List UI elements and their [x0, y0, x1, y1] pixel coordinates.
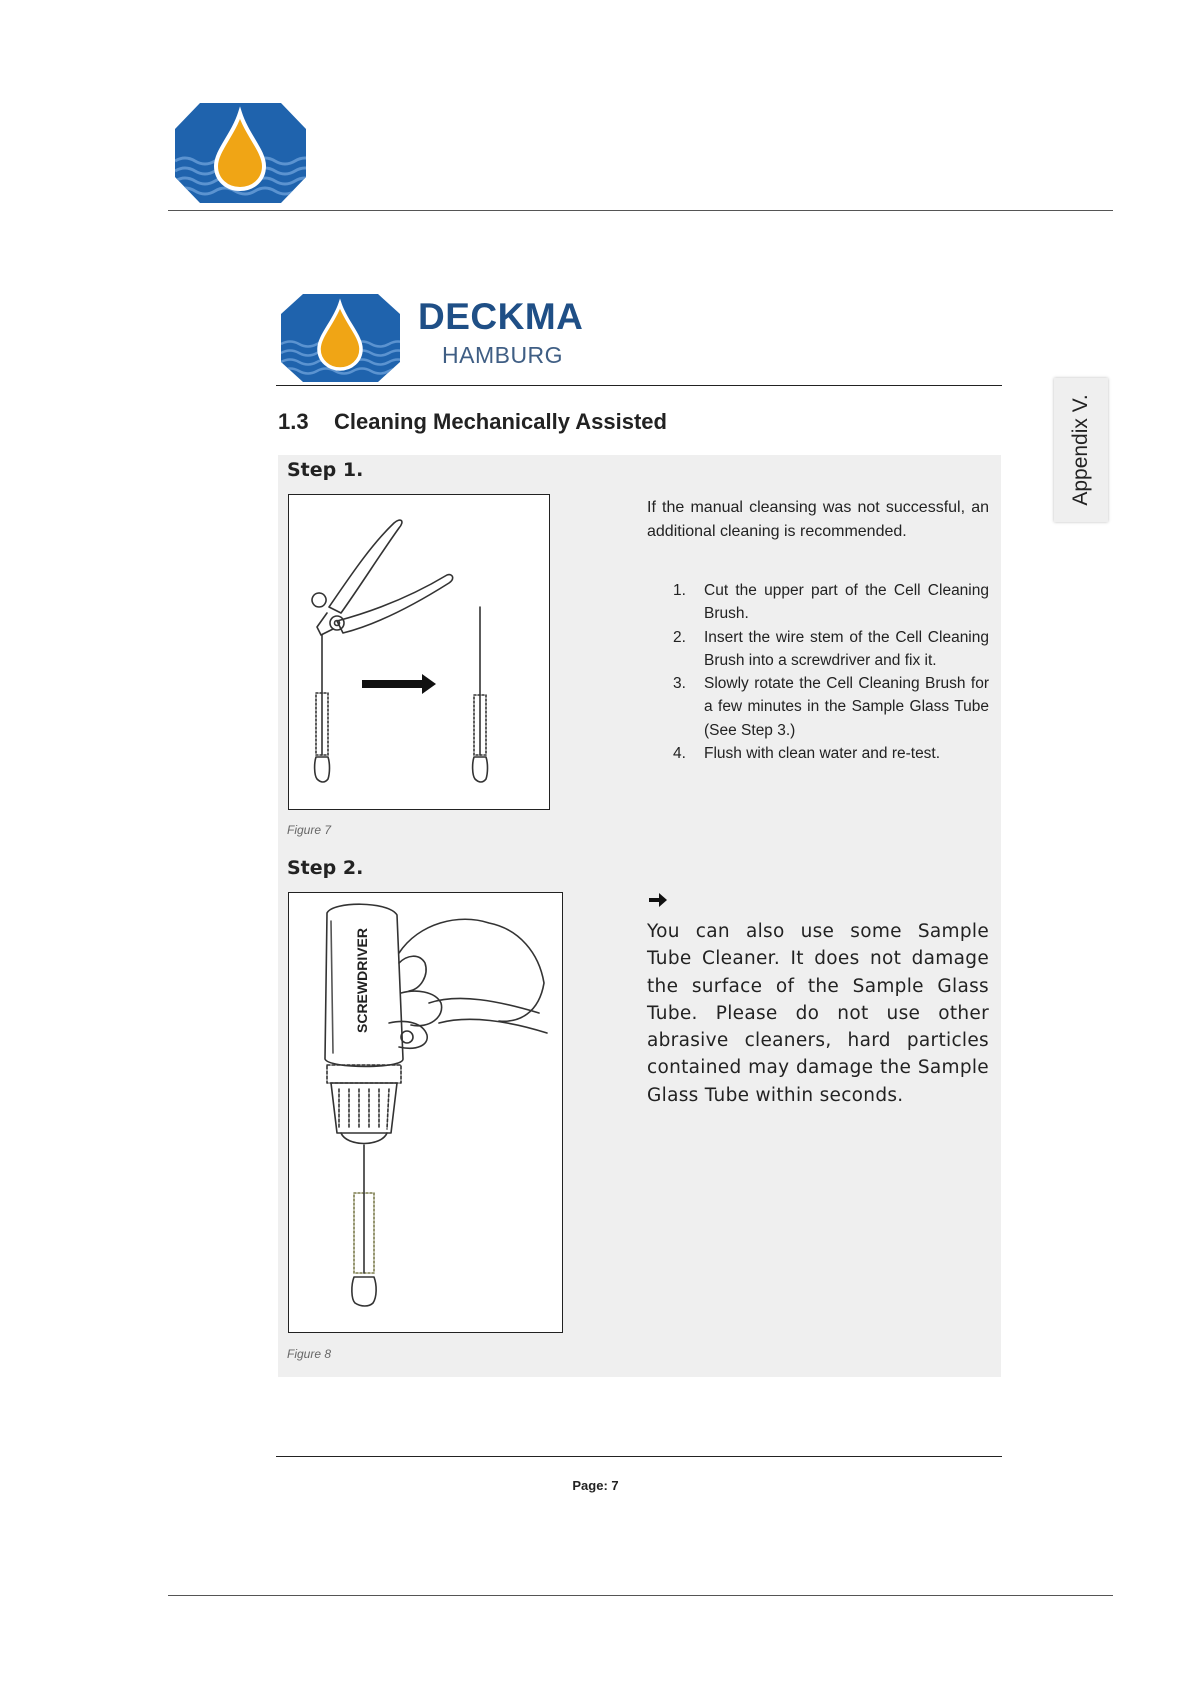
section-heading [278, 409, 667, 435]
section-number: 1.3 [278, 409, 309, 434]
section-title: Cleaning Mechanically Assisted [334, 409, 667, 434]
appendix-label: Appendix V. [1069, 394, 1092, 506]
deckma-logo [281, 294, 400, 382]
brand-subtitle: HAMBURG [442, 342, 564, 368]
header-rule [168, 210, 1113, 211]
arrow-right-icon [647, 889, 669, 915]
brand-name: DECKMA [418, 296, 584, 337]
figure-8-image [288, 892, 563, 1333]
screwdriver-label: SCREWDRIVER [354, 927, 370, 1033]
step1-label: Step 1. [287, 459, 364, 481]
footer-rule [276, 1456, 1002, 1457]
figure-8-caption: Figure 8 [287, 1347, 332, 1361]
page-number: Page: 7 [572, 1478, 619, 1493]
top-logo [175, 103, 306, 203]
instruction-item: 4. Flush with clean water and re-test. [673, 745, 941, 763]
brand-rule [276, 385, 1002, 386]
step2-note: You can also use some Sample Tube Cleaner. It does not damage the surface of the Sample Glass Tube. Please do not use other abrasive cleaners, hard particles contained may damage the Sample Glass Tube within seconds. [647, 921, 989, 1106]
screwdriver-illustration [289, 893, 561, 1331]
appendix-tab[interactable] [1054, 378, 1108, 522]
instruction-item: 2. Insert the wire stem of the Cell Cleaning Brush into a screwdriver and fix it. [673, 628, 989, 669]
step2-label: Step 2. [287, 857, 364, 879]
figure-7-image [288, 494, 550, 810]
step1-intro: If the manual cleansing was not successful, an additional cleaning is recommended. [647, 499, 989, 540]
page-bottom-rule [168, 1595, 1113, 1596]
instruction-item: 1. Cut the upper part of the Cell Cleaning Brush. [673, 582, 989, 623]
pliers-brush-illustration [289, 495, 548, 808]
instruction-item: 3. Slowly rotate the Cell Cleaning Brush for a few minutes in the Sample Glass Tube (See Step 3.) [673, 675, 989, 739]
figure-7-caption: Figure 7 [287, 823, 332, 837]
step1-instructions [673, 579, 989, 765]
